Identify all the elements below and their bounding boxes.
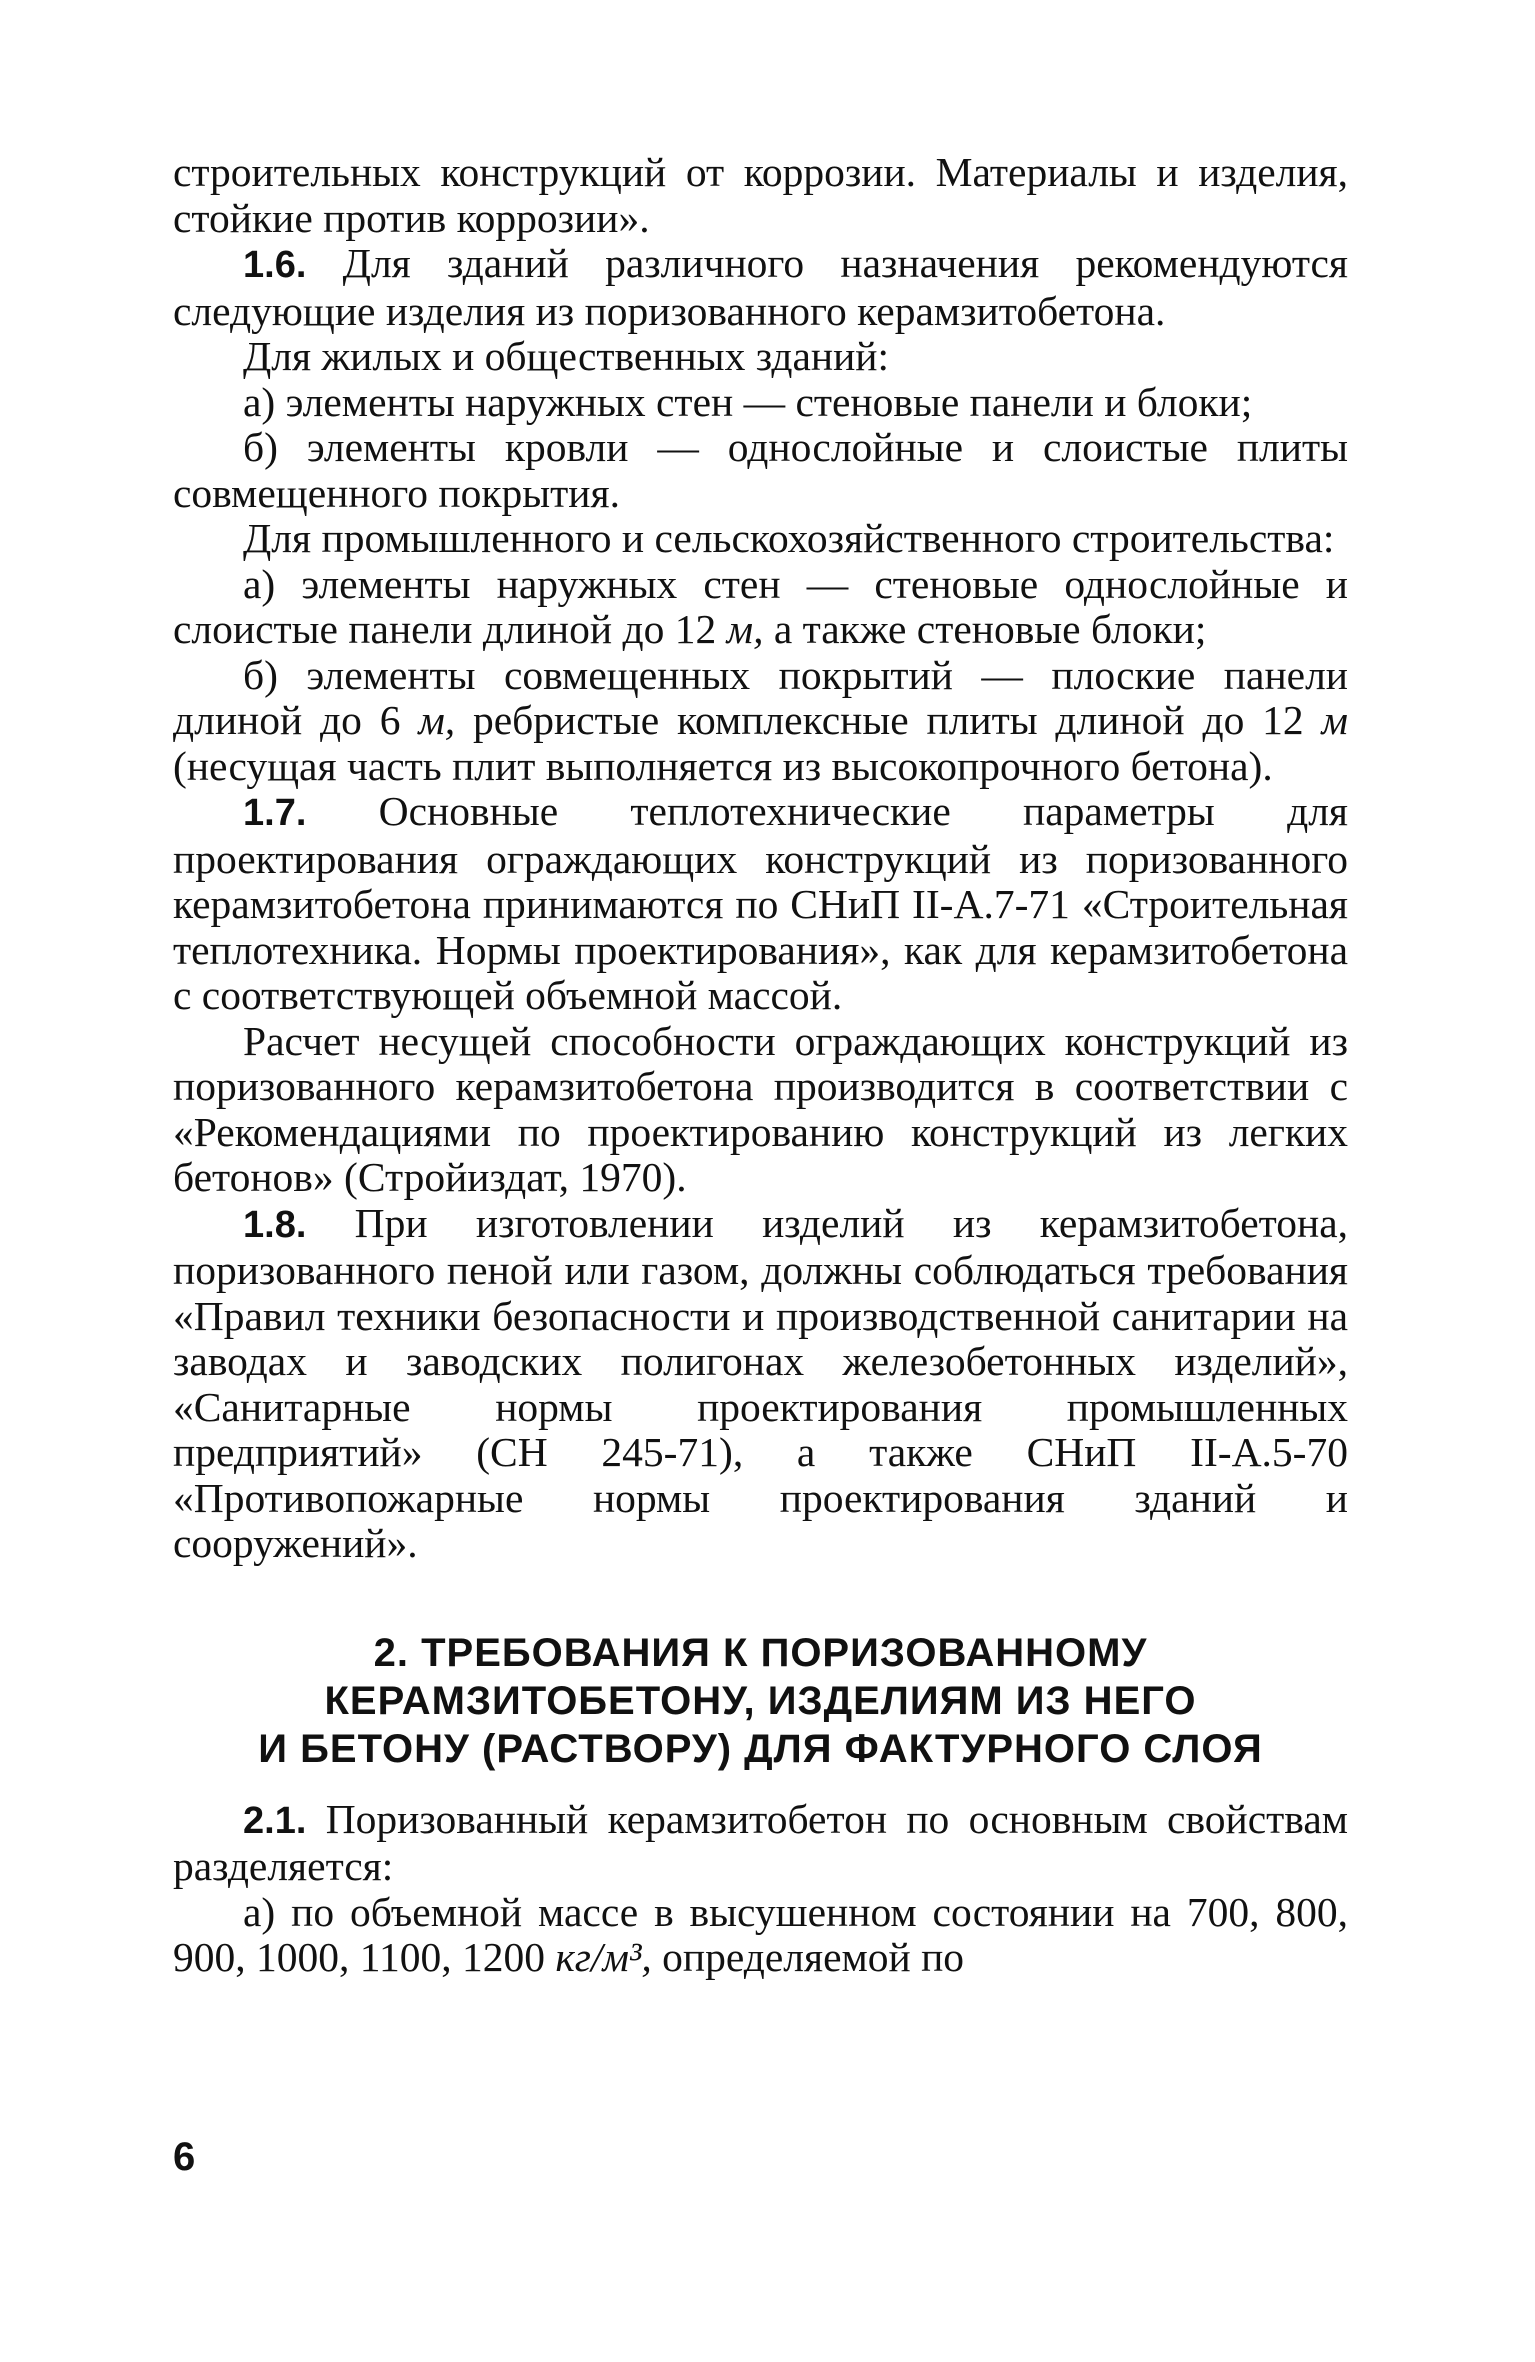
section-1-7-calculation xyxy=(173,1019,1348,1201)
paragraph-text: а) по объемной массе в высушенном состоянии на 700, 800, 900, 1000, 1100, 1200 xyxy=(173,1888,1348,1980)
document-page xyxy=(173,150,1348,1981)
paragraph-text: При изготовлении изделий из керамзитобетона, поризованного пеной или газом, должны соблюдаться требования «Правил техники безопасности и производственной санитарии на заводах и заводских полигонах железобетонных изделий», «Санитарные нормы проектирования промышленных предприятий» (СН 245-71), а также СНиП II-А.5-70 «Противопожарные нормы проектирования зданий и сооружений». xyxy=(173,1199,1348,1566)
paragraph-text: а) элементы наружных стен — стеновые панели и блоки; xyxy=(243,378,1253,425)
unit-text: кг/м³, xyxy=(555,1934,652,1980)
paragraph-text: Для зданий различного назначения рекомендуются следующие изделия из поризованного керамзитобетона. xyxy=(173,240,1348,334)
paragraph-text: б) элементы совмещенных покрытий — плоские панели длиной до 6 xyxy=(173,651,1348,743)
page-number: 6 xyxy=(173,2135,196,2179)
section-1-8 xyxy=(173,1201,1348,1567)
heading-line: 2. ТРЕБОВАНИЯ К ПОРИЗОВАННОМУ xyxy=(373,1630,1148,1675)
residential-title xyxy=(173,334,1348,380)
section-number: 1.8. xyxy=(243,1203,307,1246)
heading-line: КЕРАМЗИТОБЕТОНУ, ИЗДЕЛИЯМ ИЗ НЕГО xyxy=(324,1678,1197,1723)
residential-item-b xyxy=(173,425,1348,516)
paragraph-text: б) элементы кровли — однослойные и слоистые плиты совмещенного покрытия. xyxy=(173,424,1348,516)
paragraph-text: Для промышленного и сельскохозяйственного строительства: xyxy=(243,515,1335,561)
section-number: 1.6. xyxy=(243,244,307,286)
unit-text: м, xyxy=(726,606,764,652)
paragraph-text: Для жилых и общественных зданий: xyxy=(243,333,890,379)
section-number: 1.7. xyxy=(243,792,307,834)
industrial-title xyxy=(173,516,1348,562)
paragraph-text: ребристые комплексные плиты длиной до 12 xyxy=(455,697,1322,743)
paragraph-text: Основные теплотехнические параметры для проектирования ограждающих конструкций из поризованного керамзитобетона принимаются по СНиП II-А.7-71 «Строительная теплотехника. Нормы проектирования», как для керамзитобетона с соответствующей объемной массой. xyxy=(173,788,1348,1018)
residential-item-a xyxy=(173,380,1348,426)
paragraph-text: Поризованный керамзитобетон по основным свойствам разделяется: xyxy=(173,1795,1348,1889)
heading-line: И БЕТОНУ (РАСТВОРУ) ДЛЯ ФАКТУРНОГО СЛОЯ xyxy=(258,1726,1263,1771)
section-2-heading xyxy=(173,1629,1348,1773)
paragraph-text: а) элементы наружных стен — стеновые однослойные и слоистые панели длиной до 12 xyxy=(173,560,1348,652)
paragraph-text: Расчет несущей способности ограждающих конструкций из поризованного керамзитобетона производится в соответствии с «Рекомендациями по проектированию конструкций из легких бетонов» (Стройиздат, 1970). xyxy=(173,1017,1348,1200)
paragraph-text: а также стеновые блоки; xyxy=(763,606,1207,652)
paragraph-text: строительных конструкций от коррозии. Материалы и изделия, стойкие против коррозии». xyxy=(173,149,1348,241)
unit-text: м xyxy=(1321,697,1348,743)
section-number: 2.1. xyxy=(243,1799,307,1842)
industrial-item-b xyxy=(173,653,1348,790)
section-1-6 xyxy=(173,241,1348,334)
section-1-7 xyxy=(173,789,1348,1019)
section-2-1-item-a xyxy=(173,1890,1348,1981)
paragraph-text: (несущая часть плит выполняется из высокопрочного бетона). xyxy=(173,742,1273,789)
unit-text: м, xyxy=(418,697,456,743)
industrial-item-a xyxy=(173,562,1348,653)
section-2-1 xyxy=(173,1797,1348,1890)
paragraph-text: определяемой по xyxy=(651,1934,965,1980)
paragraph-continuation xyxy=(173,150,1348,241)
